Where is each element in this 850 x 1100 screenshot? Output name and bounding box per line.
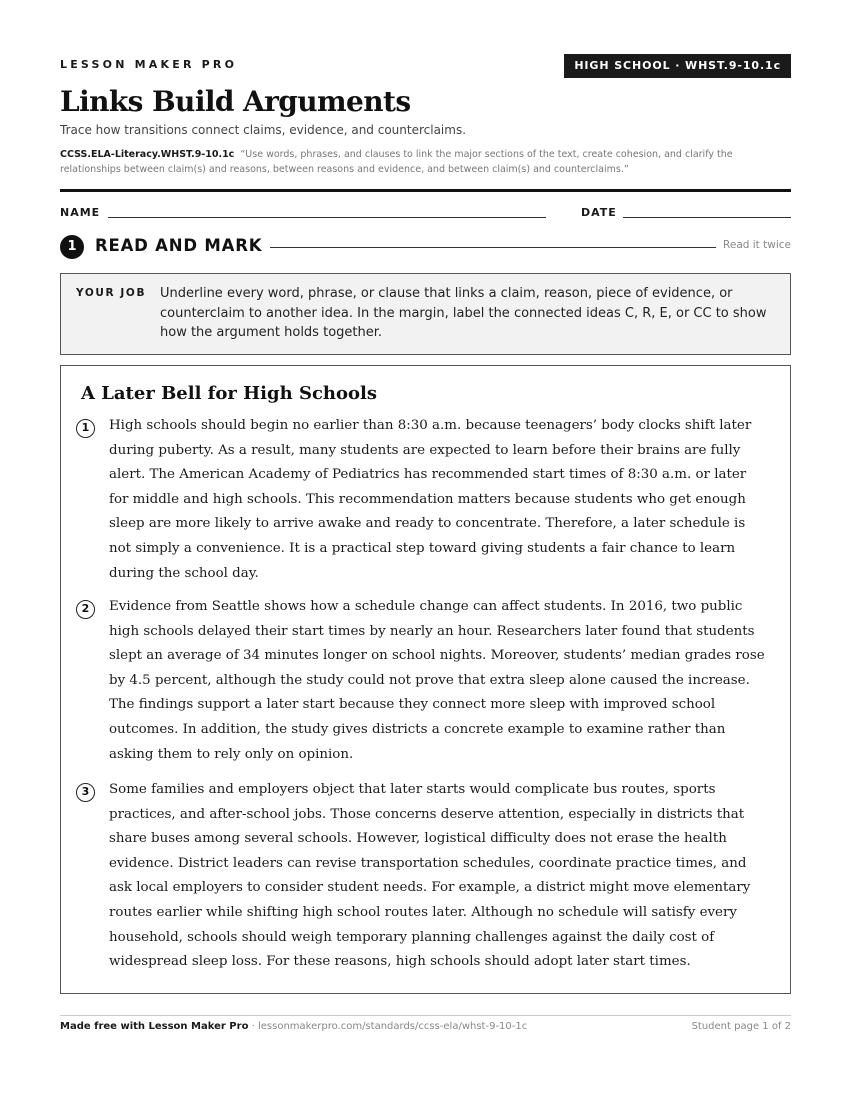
passage-title: A Later Bell for High Schools <box>81 383 377 404</box>
paragraph: Evidence from Seattle shows how a schedule change can affect students. In 2016, two public high schools delayed their start times by nearly an hour. Researchers later found that students slept an average of 34 minutes longer on school nights. Moreover, students’ median grades rose by 4.5 percent, although the study could not prove that extra sleep alone caused the increase. The findings support a later start because they connect more sleep with improved school outcomes. In addition, the study gives districts a concrete example to examine rather than asking them to rely only on opinion. <box>109 599 765 762</box>
paragraph-number: 2 <box>76 600 95 619</box>
section-number: 1 <box>60 235 84 259</box>
instructions-label: YOUR JOB <box>76 287 147 299</box>
name-label: NAME <box>60 206 101 219</box>
footer-credit <box>60 1021 527 1032</box>
page-subtitle: Trace how transitions connect claims, evidence, and counterclaims. <box>60 123 467 137</box>
name-field[interactable] <box>108 217 546 218</box>
paragraph: Some families and employers object that later starts would complicate bus routes, sports practices, and after-school jobs. Those concerns deserve attention, especially in districts that share buses among several schools. However, logistical difficulty does not erase the health evidence. District leaders can revise transportation schedules, coordinate practice times, and ask local employers to consider student needs. For example, a district might move elementary routes earlier while shifting high school routes later. Although no schedule will satisfy every household, schools should weigh temporary planning challenges against the daily cost of widespread sleep loss. For these reasons, high schools should adopt later start times. <box>109 782 751 970</box>
footer-url: · lessonmakerpro.com/standards/ccss-ela/whst-9-10-1c <box>248 1021 528 1032</box>
page-number: Student page 1 of 2 <box>691 1021 791 1032</box>
header <box>60 54 791 78</box>
name-date-row <box>60 204 791 222</box>
worksheet-page <box>60 0 791 1100</box>
paragraph: High schools should begin no earlier than 8:30 a.m. because teenagers’ body clocks shift later during puberty. As a result, many students are expected to learn before their brains are fully alert. The American Academy of Pediatrics has recommended start times of 8:30 a.m. or later for middle and high schools. This recommendation matters because students who get enough sleep are more likely to arrive awake and ready to concentrate. Therefore, a later schedule is not simply a convenience. It is a practical step toward giving students a fair chance to learn during the school day. <box>109 418 752 581</box>
grade-standard-badge: HIGH SCHOOL · WHST.9-10.1c <box>564 54 791 78</box>
page-title: Links Build Arguments <box>60 85 411 118</box>
header-divider <box>60 189 791 192</box>
section-title: READ AND MARK <box>95 236 263 255</box>
standard-code: CCSS.ELA-Literacy.WHST.9-10.1c <box>60 149 235 160</box>
section-header <box>60 235 791 259</box>
footer-divider <box>60 1015 791 1016</box>
date-label: DATE <box>581 206 617 219</box>
date-field[interactable] <box>623 217 791 218</box>
reading-passage <box>60 365 791 994</box>
instructions-box <box>60 273 791 355</box>
footer-made-with: Made free with Lesson Maker Pro <box>60 1021 249 1032</box>
standard-description <box>60 147 791 177</box>
brand-name: LESSON MAKER PRO <box>60 58 238 71</box>
section-note: Read it twice <box>723 239 791 251</box>
paragraph-number: 3 <box>76 783 95 802</box>
standard-quote: “Use words, phrases, and clauses to link the major sections of the text, create cohesion, and clarify the relationships between claim(s) and reasons, between reasons and evidence, and between claim(s) and counterclaims.” <box>60 149 733 175</box>
paragraph-number: 1 <box>76 419 95 438</box>
instructions-text: Underline every word, phrase, or clause that links a claim, reason, piece of evidence, or counterclaim to another idea. In the margin, label the connected ideas C, R, E, or CC to show how the argument holds together. <box>160 286 767 340</box>
section-rule <box>270 247 716 248</box>
